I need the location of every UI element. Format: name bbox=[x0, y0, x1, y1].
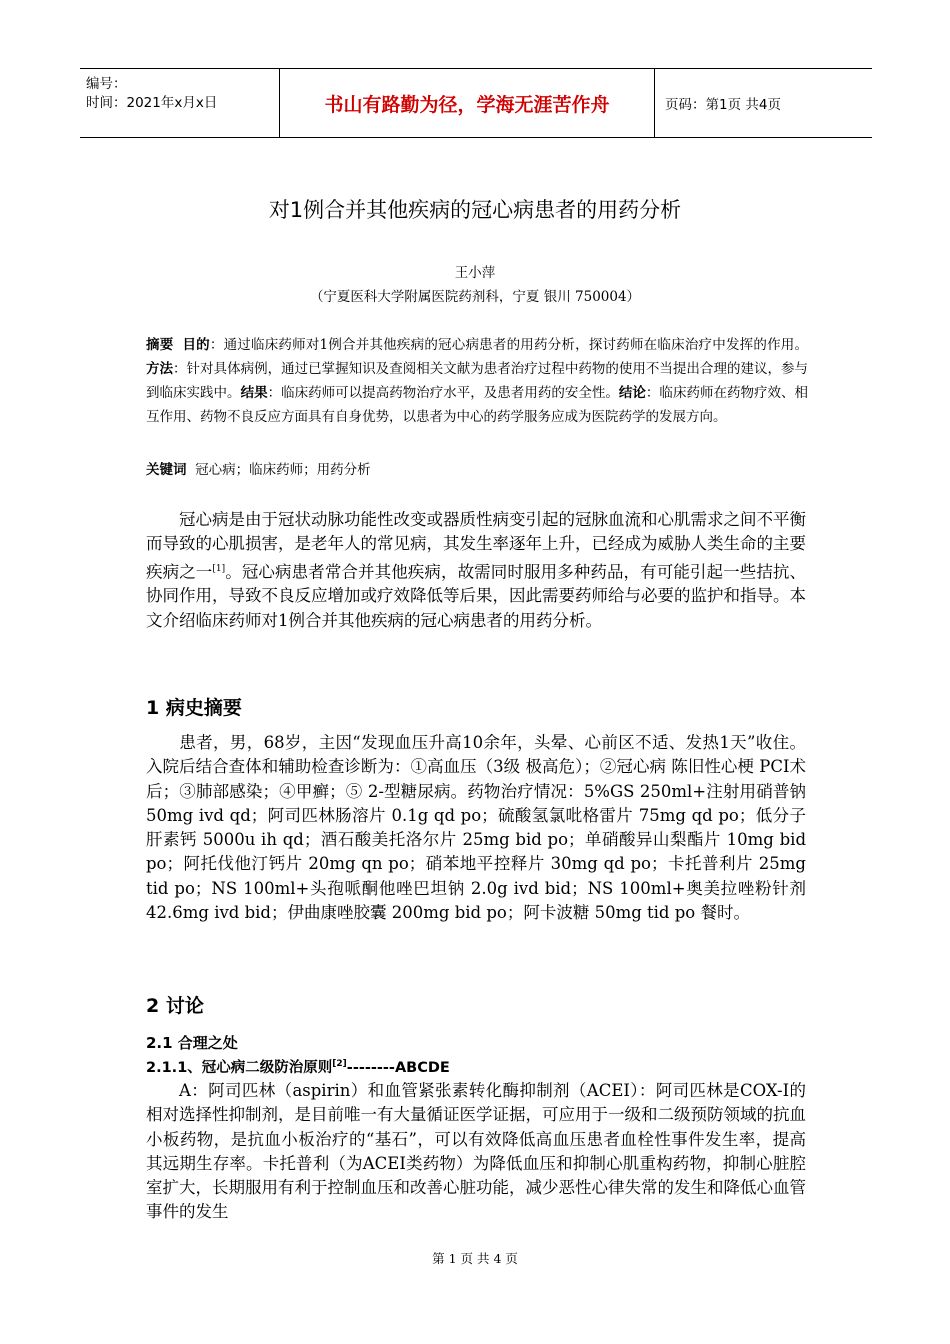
conclusion-label: 结论 bbox=[618, 385, 646, 401]
affiliation: （宁夏医科大学附属医院药剂科，宁夏 银川 750004） bbox=[309, 289, 641, 305]
document-title: 对1例合并其他疾病的冠心病患者的用药分析 bbox=[268, 198, 682, 222]
intro-paragraph bbox=[146, 508, 806, 633]
page-footer: 第 1 页 共 4 页 bbox=[432, 1251, 518, 1266]
section1-paragraph bbox=[146, 731, 806, 925]
section2-paragraph bbox=[146, 1079, 806, 1225]
header-motto: 书山有路勤为径，学海无涯苦作舟 bbox=[280, 69, 655, 137]
abstract-label: 摘要 bbox=[146, 337, 174, 353]
page-header bbox=[80, 68, 872, 138]
date-label: 时间：2021年x月x日 bbox=[86, 95, 218, 111]
intro-ref: [1] bbox=[212, 563, 226, 574]
intro-text-b: 。冠心病患者常合并其他疾病，故需同时服用多种药品，有可能引起一些拮抗、协同作用，导致不良反应增加或疗效降低等后果，因此需要药师给与必要的监护和指导。本文介绍临床药师对1例合并其他疾病的冠心病患者的用药分析。 bbox=[146, 562, 807, 630]
number-label: 编号： bbox=[86, 76, 127, 92]
result-label: 结果 bbox=[240, 385, 268, 401]
section2-1-1-ref: [2] bbox=[332, 1059, 347, 1070]
section1-heading: 1 病史摘要 bbox=[146, 697, 242, 719]
section2-heading: 2 讨论 bbox=[146, 995, 204, 1017]
method-text: ：针对具体病例，通过已掌握知识及查阅相关文献为患者治疗过程中药物的使用不当提出合理的建议，参与到临床实践中。 bbox=[146, 361, 809, 401]
abstract bbox=[146, 333, 808, 429]
section2-1-1-title: 2.1.1、冠心病二级防治原则 bbox=[146, 1060, 333, 1076]
intro-text-a: 冠心病是由于冠状动脉功能性改变或器质性病变引起的冠脉血流和心肌需求之间不平衡而导致的心肌损害，是老年人的常见病，其发生率逐年上升，已经成为威胁人类生命的主要疾病之一 bbox=[146, 510, 806, 582]
keywords-text: 冠心病；临床药师；用药分析 bbox=[195, 462, 371, 478]
keywords bbox=[146, 459, 808, 481]
aim-label: 目的 bbox=[182, 337, 210, 353]
section2-1-1-suffix: --------ABCDE bbox=[346, 1060, 450, 1076]
result-text: ：临床药师可以提高药物治疗水平，及患者用药的安全性。 bbox=[267, 385, 619, 401]
aim-text: ：通过临床药师对1例合并其他疾病的冠心病患者的用药分析，探讨药师在临床治疗中发挥的作用。 bbox=[209, 337, 808, 353]
conclusion-text: ：临床药师在药物疗效、相互作用、药物不良反应方面具有自身优势，以患者为中心的药学服务应成为医院药学的发展方向。 bbox=[146, 385, 809, 425]
keywords-label: 关键词 bbox=[146, 462, 187, 478]
section2-text: A：阿司匹林（aspirin）和血管紧张素转化酶抑制剂（ACEI）：阿司匹林是COX-I的相对选择性抑制剂，是目前唯一有大量循证医学证据，可应用于一级和二级预防领域的抗血小板药物，是抗血小板治疗的“基石”，可以有效降低高血压患者血栓性事件发生率，提高其远期生存率。卡托普利（为ACEI类药物）为降低血压和抑制心肌重构药物，抑制心脏腔室扩大，长期服用有利于控制血压和改善心脏功能，减少恶性心律失常的发生和降低心血管事件的发生 bbox=[146, 1081, 806, 1222]
header-info-cell bbox=[80, 69, 280, 137]
section1-text: 患者，男，68岁，主因“发现血压升高10余年，头晕、心前区不适、发热1天”收住。入院后结合查体和辅助检查诊断为：①高血压（3级 极高危）；②冠心病 陈旧性心梗 PCI术后；③肺部感染；④甲癣；⑤ 2-型糖尿病。药物治疗情况：5%GS 250ml+注射用硝普钠 50mg ivd qd；阿司匹林肠溶片 0.1g qd po；硫酸氢氯吡格雷片 75mg qd po；低分子肝素钙 5000u ih qd；酒石酸美托洛尔片 25mg bid po；单硝酸异山梨酯片 10mg bid po；阿托伐他汀钙片 20mg qn po；硝苯地平控释片 30mg qd po；卡托普利片 25mg tid po；NS 100ml+头孢哌酮他唑巴坦钠 2.0g ivd bid；NS 100ml+奥美拉唑粉针剂 42.6mg ivd bid；伊曲康唑胶囊 200mg bid po；阿卡波糖 50mg tid po 餐时。 bbox=[146, 733, 806, 923]
section2-1-1-heading bbox=[146, 1056, 450, 1077]
author: 王小萍 bbox=[454, 265, 496, 281]
section2-1-heading: 2.1 合理之处 bbox=[146, 1034, 238, 1052]
method-label: 方法 bbox=[146, 361, 174, 377]
header-page-label: 页码：第1页 共4页 bbox=[665, 97, 781, 113]
